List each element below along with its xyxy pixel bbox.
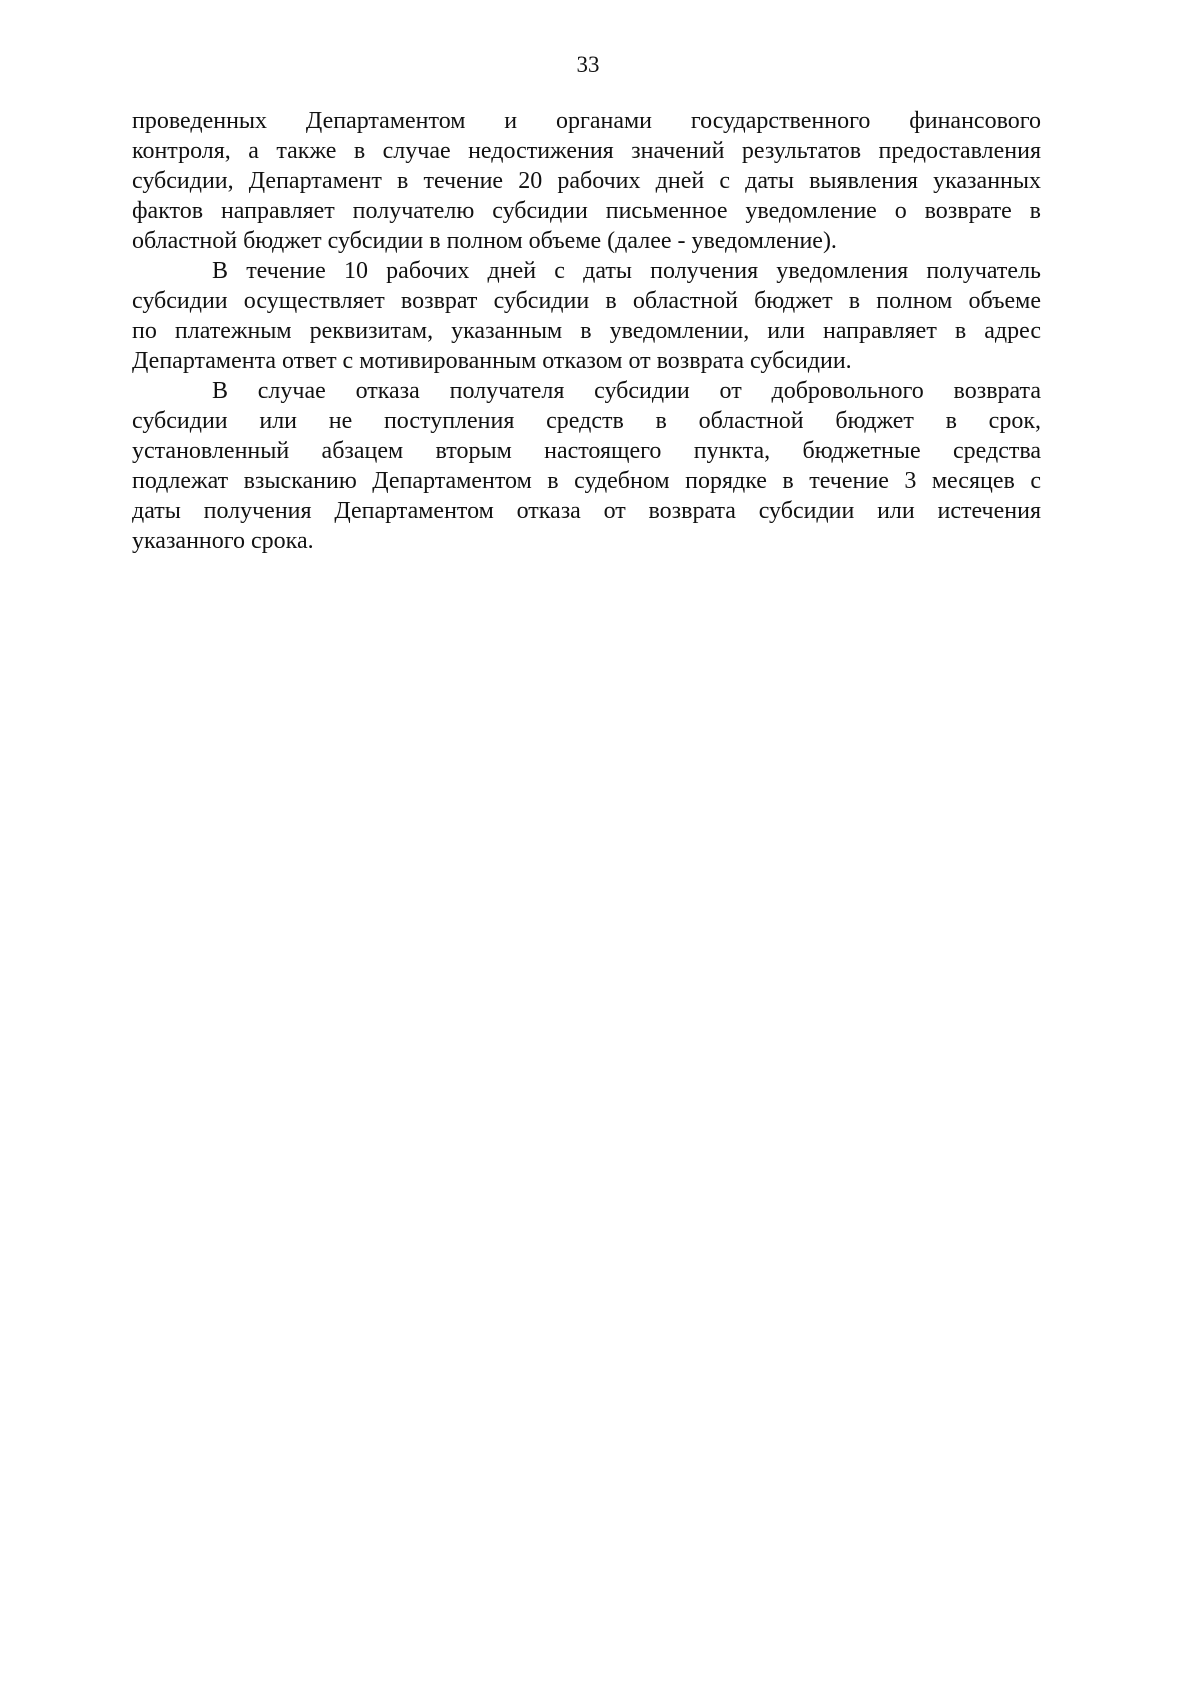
text-line: В течение 10 рабочих дней с даты получения уведомления получатель (212, 258, 1041, 284)
text-line: Департамента ответ с мотивированным отказом от возврата субсидии. (132, 348, 852, 374)
text-line: В случае отказа получателя субсидии от добровольного возврата (212, 378, 1041, 404)
text-line: проведенных Департаментом и органами государственного финансового (132, 108, 1041, 134)
paragraph-3 (132, 376, 1041, 556)
text-line: областной бюджет субсидии в полном объеме (далее - уведомление). (132, 228, 837, 254)
text-line: субсидии, Департамент в течение 20 рабочих дней с даты выявления указанных (132, 168, 1041, 194)
page-number: 33 (576, 52, 600, 77)
document-body (132, 106, 1041, 556)
paragraph-2 (132, 256, 1041, 376)
text-line: по платежным реквизитам, указанным в уведомлении, или направляет в адрес (132, 318, 1041, 344)
paragraph-1 (132, 106, 1041, 256)
text-line: фактов направляет получателю субсидии письменное уведомление о возврате в (132, 198, 1041, 224)
text-line: субсидии осуществляет возврат субсидии в областной бюджет в полном объеме (132, 288, 1041, 314)
text-line: даты получения Департаментом отказа от возврата субсидии или истечения (132, 498, 1041, 524)
text-line: установленный абзацем вторым настоящего пункта, бюджетные средства (132, 438, 1041, 464)
text-line: подлежат взысканию Департаментом в судебном порядке в течение 3 месяцев с (132, 468, 1041, 494)
text-line: субсидии или не поступления средств в областной бюджет в срок, (132, 408, 1041, 434)
text-line: контроля, а также в случае недостижения значений результатов предоставления (132, 138, 1041, 164)
text-line: указанного срока. (132, 528, 314, 554)
